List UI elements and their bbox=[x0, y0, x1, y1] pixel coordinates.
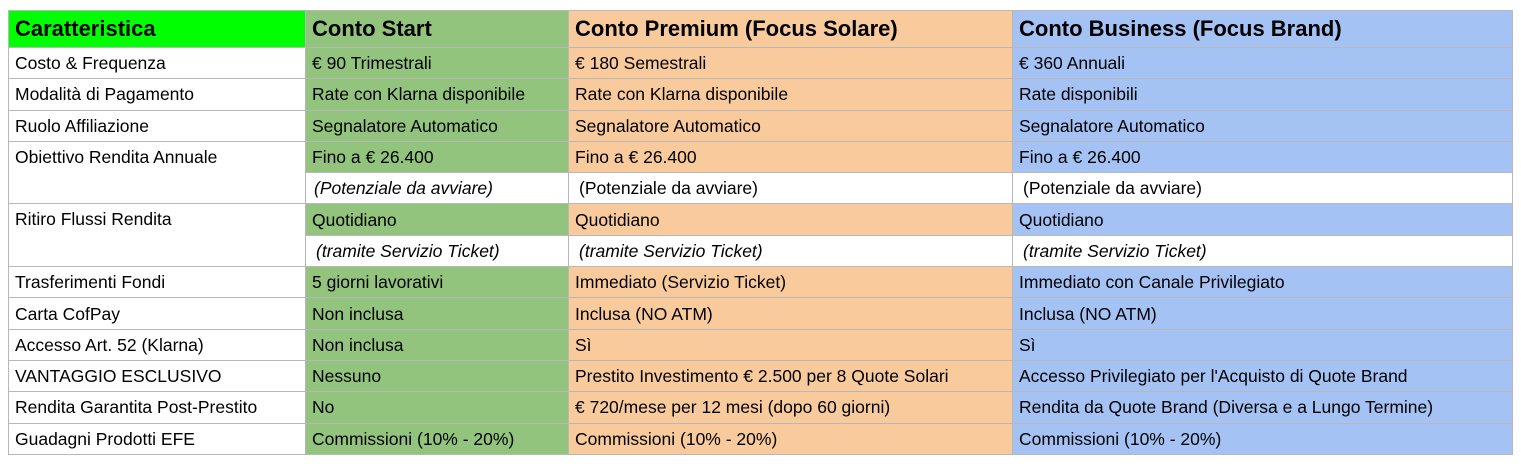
business-cell[interactable]: Commissioni (10% - 20%) bbox=[1013, 423, 1513, 454]
feature-cell[interactable]: VANTAGGIO ESCLUSIVO bbox=[9, 360, 306, 391]
premium-cell[interactable]: € 720/mese per 12 mesi (dopo 60 giorni) bbox=[569, 392, 1013, 423]
table-row bbox=[9, 110, 1513, 141]
header-business[interactable]: Conto Business (Focus Brand) bbox=[1013, 11, 1513, 48]
start-cell[interactable]: Rate con Klarna disponibile bbox=[306, 79, 569, 110]
header-premium[interactable]: Conto Premium (Focus Solare) bbox=[569, 11, 1013, 48]
table-row bbox=[9, 141, 1513, 172]
start-cell[interactable]: Segnalatore Automatico bbox=[306, 110, 569, 141]
feature-cell[interactable]: Carta CofPay bbox=[9, 298, 306, 329]
business-note-cell[interactable]: (tramite Servizio Ticket) bbox=[1013, 235, 1513, 266]
premium-cell[interactable]: Fino a € 26.400 bbox=[569, 141, 1013, 172]
feature-cell[interactable]: Guadagni Prodotti EFE bbox=[9, 423, 306, 454]
start-cell[interactable]: € 90 Trimestrali bbox=[306, 48, 569, 79]
premium-cell[interactable]: Prestito Investimento € 2.500 per 8 Quote Solari bbox=[569, 360, 1013, 391]
table-row bbox=[9, 79, 1513, 110]
premium-cell[interactable]: Segnalatore Automatico bbox=[569, 110, 1013, 141]
premium-note-cell[interactable]: (tramite Servizio Ticket) bbox=[569, 235, 1013, 266]
comparison-table bbox=[8, 10, 1513, 455]
business-cell[interactable]: Accesso Privilegiato per l'Acquisto di Quote Brand bbox=[1013, 360, 1513, 391]
feature-cell[interactable]: Rendita Garantita Post-Prestito bbox=[9, 392, 306, 423]
feature-cell[interactable]: Costo & Frequenza bbox=[9, 48, 306, 79]
start-note-cell[interactable]: (Potenziale da avviare) bbox=[306, 173, 569, 204]
start-cell[interactable]: Fino a € 26.400 bbox=[306, 141, 569, 172]
comparison-sheet bbox=[8, 10, 1512, 455]
business-cell[interactable]: Fino a € 26.400 bbox=[1013, 141, 1513, 172]
feature-cell[interactable]: Trasferimenti Fondi bbox=[9, 267, 306, 298]
header-start[interactable]: Conto Start bbox=[306, 11, 569, 48]
table-row bbox=[9, 392, 1513, 423]
business-cell[interactable]: Inclusa (NO ATM) bbox=[1013, 298, 1513, 329]
start-cell[interactable]: Quotidiano bbox=[306, 204, 569, 235]
premium-cell[interactable]: Immediato (Servizio Ticket) bbox=[569, 267, 1013, 298]
start-note-cell[interactable]: (tramite Servizio Ticket) bbox=[306, 235, 569, 266]
feature-cell[interactable]: Accesso Art. 52 (Klarna) bbox=[9, 329, 306, 360]
table-row bbox=[9, 329, 1513, 360]
feature-cell[interactable]: Modalità di Pagamento bbox=[9, 79, 306, 110]
business-cell[interactable]: Sì bbox=[1013, 329, 1513, 360]
table-row bbox=[9, 298, 1513, 329]
start-cell[interactable]: 5 giorni lavorativi bbox=[306, 267, 569, 298]
table-row bbox=[9, 204, 1513, 235]
feature-cell[interactable]: Ritiro Flussi Rendita bbox=[9, 204, 306, 267]
business-cell[interactable]: € 360 Annuali bbox=[1013, 48, 1513, 79]
start-cell[interactable]: Commissioni (10% - 20%) bbox=[306, 423, 569, 454]
header-feature[interactable]: Caratteristica bbox=[9, 11, 306, 48]
business-note-cell[interactable]: (Potenziale da avviare) bbox=[1013, 173, 1513, 204]
premium-cell[interactable]: Commissioni (10% - 20%) bbox=[569, 423, 1013, 454]
premium-note-cell[interactable]: (Potenziale da avviare) bbox=[569, 173, 1013, 204]
start-cell[interactable]: Nessuno bbox=[306, 360, 569, 391]
premium-cell[interactable]: Rate con Klarna disponibile bbox=[569, 79, 1013, 110]
table-row bbox=[9, 423, 1513, 454]
premium-cell[interactable]: Sì bbox=[569, 329, 1013, 360]
table-row bbox=[9, 267, 1513, 298]
table-row bbox=[9, 360, 1513, 391]
feature-cell[interactable]: Obiettivo Rendita Annuale bbox=[9, 141, 306, 204]
start-cell[interactable]: No bbox=[306, 392, 569, 423]
start-cell[interactable]: Non inclusa bbox=[306, 329, 569, 360]
business-cell[interactable]: Segnalatore Automatico bbox=[1013, 110, 1513, 141]
business-cell[interactable]: Immediato con Canale Privilegiato bbox=[1013, 267, 1513, 298]
premium-cell[interactable]: Inclusa (NO ATM) bbox=[569, 298, 1013, 329]
start-cell[interactable]: Non inclusa bbox=[306, 298, 569, 329]
premium-cell[interactable]: € 180 Semestrali bbox=[569, 48, 1013, 79]
business-cell[interactable]: Rate disponibili bbox=[1013, 79, 1513, 110]
business-cell[interactable]: Quotidiano bbox=[1013, 204, 1513, 235]
table-row bbox=[9, 48, 1513, 79]
business-cell[interactable]: Rendita da Quote Brand (Diversa e a Lungo Termine) bbox=[1013, 392, 1513, 423]
feature-cell[interactable]: Ruolo Affiliazione bbox=[9, 110, 306, 141]
header-row bbox=[9, 11, 1513, 48]
premium-cell[interactable]: Quotidiano bbox=[569, 204, 1013, 235]
